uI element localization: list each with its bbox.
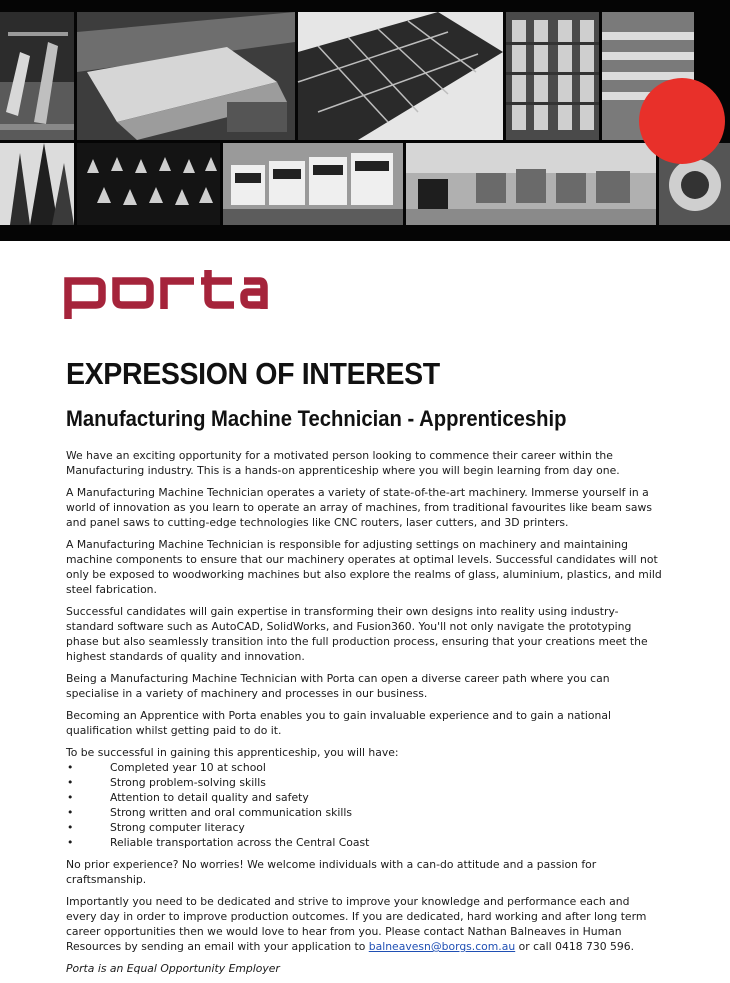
banner-photo-seedlings-nursery <box>77 143 220 225</box>
banner-photo-truck-fleet <box>223 143 403 225</box>
closing-paragraph: Importantly you need to be dedicated and strive to improve your knowledge and performance each and every day in order to improve production outcomes. If you are dedicated, hard working and after long term career opportunities then we would love to hear from you. Please contact Nathan Balneaves in Human Resources by sending an email with your application to balneavesn@borgs.com.au or call 0418 730 596. <box>66 895 647 953</box>
responsibilities-paragraph: A Manufacturing Machine Technician is responsible for adjusting settings on machinery and maintaining machine components to ensure that our machinery operates at optimal levels. Successful candidates will not only be exposed to woodworking machines but also explore the realms of glass, aluminium, plastics, and mild steel fabrication. <box>66 538 662 596</box>
bullet-icon: • <box>67 821 74 834</box>
banner-photo-robotic-factory-line <box>0 12 74 140</box>
banner-photo-warehouse-racking <box>506 12 599 140</box>
requirements-list <box>66 760 662 850</box>
no-experience-paragraph: No prior experience? No worries! We welcome individuals with a can-do attitude and a passion for craftsmanship. <box>66 858 597 886</box>
banner-photo-forklift-warehouse <box>406 143 656 225</box>
list-item: • Strong problem-solving skills <box>67 776 266 789</box>
list-item: • Attention to detail quality and safety <box>67 791 309 804</box>
job-description <box>66 448 662 983</box>
job-title: Manufacturing Machine Technician - Apprenticeship <box>66 406 567 431</box>
list-item: • Reliable transportation across the Central Coast <box>67 836 370 849</box>
bullet-icon: • <box>67 761 74 774</box>
list-item: • Strong written and oral communication skills <box>67 806 352 819</box>
bullet-icon: • <box>67 791 74 804</box>
banner-photo-solar-panel-roof <box>298 12 503 140</box>
header-banner <box>0 0 730 241</box>
bullet-icon: • <box>67 836 74 849</box>
role-paragraph: A Manufacturing Machine Technician operates a variety of state-of-the-art machinery. Immerse yourself in a world of innovation as you learn to operate an array of machines, from traditional favourites like beam saws and panel saws to cutting-edge technologies like CNC routers, laser cutters, and 3D printers. <box>66 486 652 529</box>
porta-logo <box>64 270 268 320</box>
skills-paragraph: Successful candidates will gain expertise in transforming their own designs into reality using industry-standard software such as AutoCAD, SolidWorks, and Fusion360. You'll not only navigate the prototyping phase but also seamlessly transition into the full production process, ensuring that your creations meet the highest standards of quality and innovation. <box>66 605 648 663</box>
bullet-icon: • <box>67 806 74 819</box>
apprentice-benefits-paragraph: Becoming an Apprentice with Porta enables you to gain invaluable experience and to gain a national qualification whilst getting paid to do it. <box>66 709 611 737</box>
list-item: • Strong computer literacy <box>67 821 245 834</box>
banner-photo-factory-aerial-view <box>77 12 295 140</box>
equal-opportunity-statement: Porta is an Equal Opportunity Employer <box>66 962 280 975</box>
career-path-paragraph: Being a Manufacturing Machine Technician with Porta can open a diverse career path where you can specialise in a variety of machinery and processes in our business. <box>66 672 610 700</box>
intro-paragraph: We have an exciting opportunity for a motivated person looking to commence their career within the Manufacturing industry. This is a hands-on apprenticeship where you will begin learning from day one. <box>66 449 620 477</box>
page-title: EXPRESSION OF INTEREST <box>66 356 440 391</box>
red-accent-circle <box>639 78 725 164</box>
requirements-intro: To be successful in gaining this apprenticeship, you will have: <box>66 746 399 759</box>
banner-photo-pine-forest <box>0 143 74 225</box>
bullet-icon: • <box>67 776 74 789</box>
contact-email-link[interactable]: balneavesn@borgs.com.au <box>368 940 516 953</box>
list-item: • Completed year 10 at school <box>67 761 266 774</box>
